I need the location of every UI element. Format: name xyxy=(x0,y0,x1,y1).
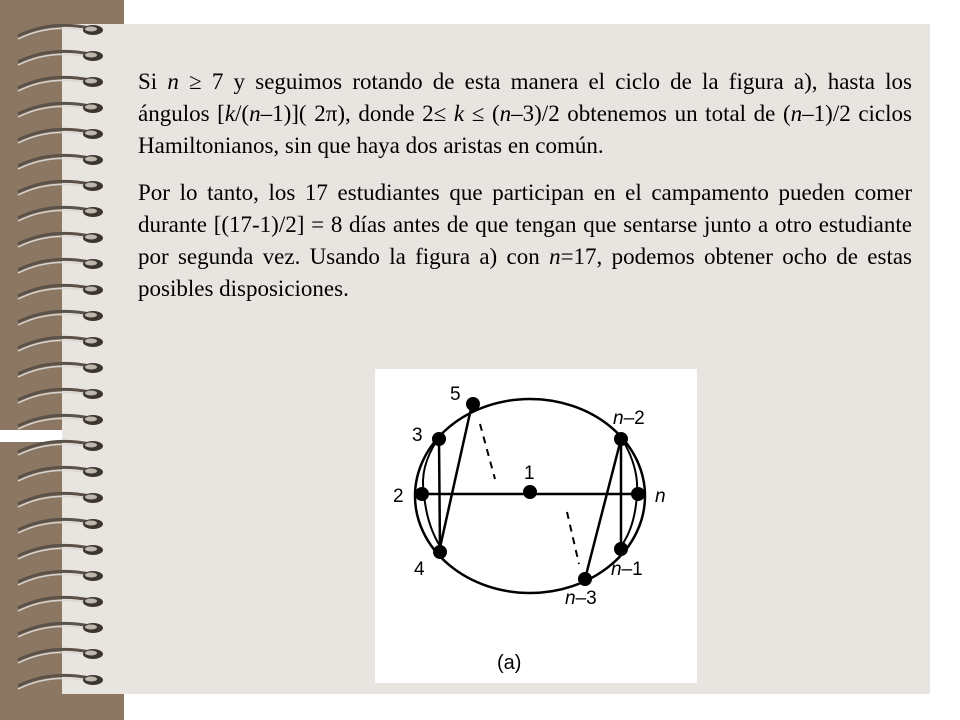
vertex-n xyxy=(631,487,645,501)
binder-ring-icon xyxy=(18,493,103,507)
binder-ring-icon xyxy=(18,623,103,637)
graph-figure xyxy=(375,369,697,683)
binder-ring-icon xyxy=(18,389,103,403)
binder-ring-icon xyxy=(18,77,103,91)
label-n-2: n–2 xyxy=(613,408,645,429)
binder-ring-icon xyxy=(18,285,103,299)
label-2: 2 xyxy=(393,486,404,507)
figure-caption: (a) xyxy=(497,652,522,674)
vertex-1 xyxy=(523,485,537,499)
label-n: n xyxy=(655,486,666,507)
binder-ring-icon xyxy=(18,467,103,481)
binder-ring-icon xyxy=(18,259,103,273)
vertex-3 xyxy=(432,432,446,446)
edge-3-4 xyxy=(439,439,440,552)
binder-ring-icon xyxy=(18,545,103,559)
slide-text xyxy=(138,66,912,320)
paragraph-hamiltonian-cycles: Si n ≥ 7 y seguimos rotando de esta manera el ciclo de la figura a), hasta los ángulos [k/(n–1)]( 2π), donde 2≤ k ≤ (n–3)/2 obtenemos un total de (n–1)/2 ciclos Hamiltonianos, sin que haya dos aristas en común. xyxy=(138,69,912,158)
dashed-edge-5 xyxy=(480,424,495,479)
vertex-n-1 xyxy=(614,542,628,556)
binder-ring-icon xyxy=(18,51,103,65)
binder-ring-icon xyxy=(18,675,103,689)
binder-ring-icon xyxy=(18,337,103,351)
binder-ring-icon xyxy=(18,363,103,377)
binder-ring-icon xyxy=(18,155,103,169)
edge-5-4 xyxy=(439,404,472,552)
label-n-3: n–3 xyxy=(565,588,597,609)
dashed-edge-n3 xyxy=(567,512,579,564)
edge-n2-n3 xyxy=(585,439,621,579)
vertex-n-2 xyxy=(614,432,628,446)
binder-ring-icon xyxy=(18,207,103,221)
binder-ring-icon xyxy=(18,311,103,325)
binder-ring-icon xyxy=(18,233,103,247)
binder-ring-icon xyxy=(18,415,103,429)
vertex-5 xyxy=(466,397,480,411)
vertex-2 xyxy=(415,487,429,501)
binder-ring-icon xyxy=(18,519,103,533)
binder-ring-icon xyxy=(18,649,103,663)
binder-ring-icon xyxy=(18,25,103,39)
binder-ring-icon xyxy=(18,571,103,585)
vertex-n-3 xyxy=(578,572,592,586)
label-n-1: n–1 xyxy=(611,559,643,580)
binder-ring-icon xyxy=(18,597,103,611)
binder-ring-icon xyxy=(18,103,103,117)
label-4: 4 xyxy=(414,559,425,580)
label-3: 3 xyxy=(412,425,423,446)
vertex-4 xyxy=(433,545,447,559)
label-1: 1 xyxy=(524,463,535,484)
hamiltonian-cycle-diagram xyxy=(375,369,697,683)
spiral-binding-icon xyxy=(0,20,120,710)
binder-ring-icon xyxy=(18,441,103,455)
paragraph-students-campamento: Por lo tanto, los 17 estudiantes que participan en el campamento pueden comer durante [(17-1)/2] = 8 días antes de que tengan que sentarse junto a otro estudiante por segunda vez. Usando la figura a) con n=17, podemos obtener ocho de estas posibles disposiciones. xyxy=(138,180,912,301)
binder-ring-icon xyxy=(18,129,103,143)
binder-ring-icon xyxy=(18,181,103,195)
label-5: 5 xyxy=(450,384,461,405)
